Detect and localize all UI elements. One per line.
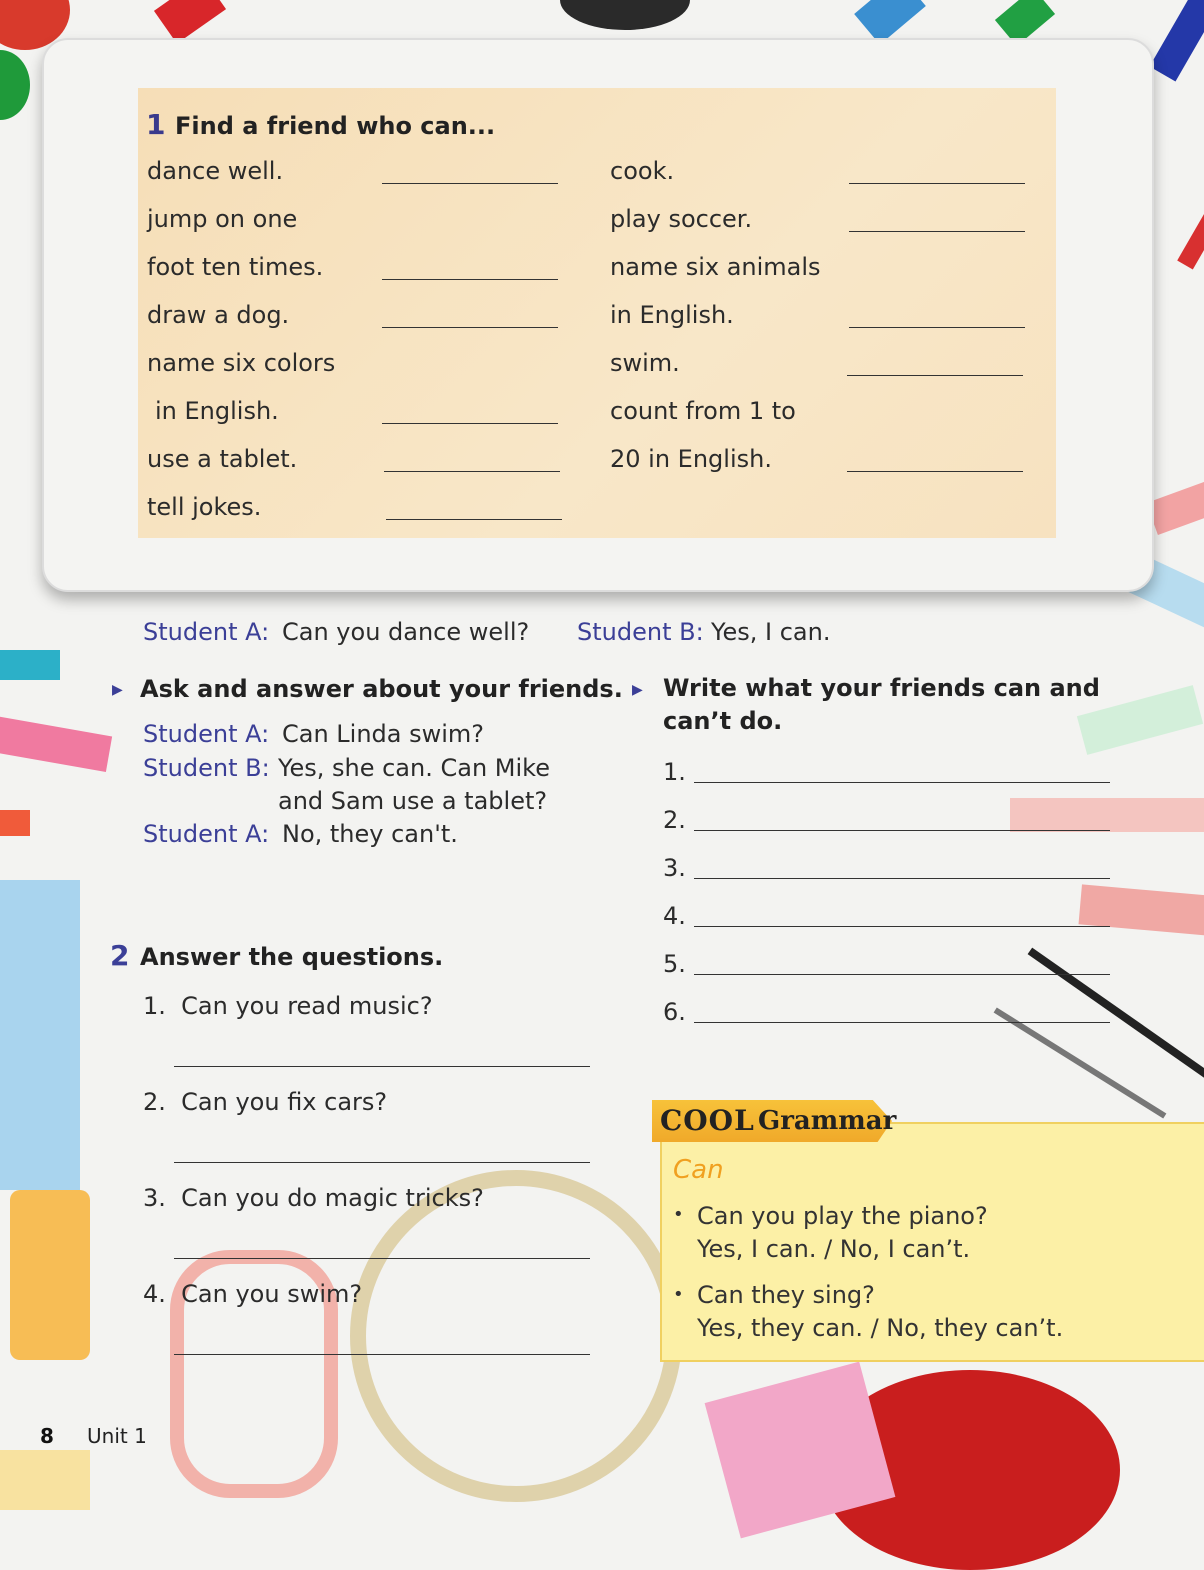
- unit-label: Unit 1: [87, 1424, 147, 1448]
- answer-line[interactable]: [174, 1354, 590, 1355]
- list-item: jump on one: [147, 205, 298, 233]
- write-number: 3.: [663, 854, 686, 882]
- list-item: name six colors: [147, 349, 336, 377]
- list-item: tell jokes.: [147, 493, 262, 521]
- write-number: 6.: [663, 998, 686, 1026]
- speaker-label: Student B:: [143, 754, 270, 782]
- grammar-example-question: Can you play the piano?: [697, 1202, 988, 1230]
- dialogue-text: Yes, she can. Can Mike: [278, 754, 550, 782]
- question-text: 2. Can you fix cars?: [143, 1088, 388, 1116]
- write-line[interactable]: [694, 1022, 1110, 1023]
- write-heading-line1: Write what your friends can and: [663, 674, 1100, 702]
- grammar-heading: Can: [673, 1155, 724, 1185]
- answer-blank[interactable]: [849, 327, 1025, 328]
- pen-blue-decoration: [1150, 0, 1204, 81]
- marker-teal-decoration: [0, 650, 60, 680]
- brush-decoration: [1028, 948, 1204, 1081]
- dialogue-text: and Sam use a tablet?: [278, 787, 548, 815]
- write-heading-line2: can’t do.: [663, 707, 783, 735]
- marker-pink-decoration: [0, 714, 112, 772]
- list-item: 20 in English.: [610, 445, 772, 473]
- list-item: name six animals: [610, 253, 821, 281]
- list-item: count from 1 to: [610, 397, 796, 425]
- grammar-example-answer: Yes, I can. / No, I can’t.: [697, 1235, 971, 1263]
- sharpener-decoration: [10, 1190, 90, 1360]
- page-number: 8: [40, 1424, 54, 1448]
- dialogue-text: No, they can't.: [282, 820, 458, 848]
- list-item: play soccer.: [610, 205, 753, 233]
- write-line[interactable]: [694, 878, 1110, 879]
- answer-blank[interactable]: [382, 423, 558, 424]
- write-number: 2.: [663, 806, 686, 834]
- write-number: 4.: [663, 902, 686, 930]
- list-item: in English.: [155, 397, 279, 425]
- grammar-example-answer: Yes, they can. / No, they can’t.: [697, 1314, 1064, 1342]
- marker-orange-decoration: [0, 810, 30, 836]
- write-line[interactable]: [694, 926, 1110, 927]
- cool-logo: COOL: [660, 1104, 755, 1137]
- list-item: draw a dog.: [147, 301, 290, 329]
- speaker-label: Student A:: [143, 618, 270, 646]
- chalk-red-decoration: [1079, 884, 1204, 935]
- answer-line[interactable]: [174, 1258, 590, 1259]
- jar-decoration: [560, 0, 690, 30]
- answer-blank[interactable]: [384, 471, 560, 472]
- exercise2-title: Answer the questions.: [140, 943, 444, 971]
- answer-blank[interactable]: [382, 183, 558, 184]
- dialogue-text: Can you dance well?: [282, 618, 530, 646]
- answer-blank[interactable]: [382, 327, 558, 328]
- list-item: dance well.: [147, 157, 284, 185]
- crayon-red-decoration: [1177, 209, 1204, 270]
- exercise1-number: 1: [146, 108, 166, 141]
- answer-blank[interactable]: [847, 375, 1023, 376]
- list-item: foot ten times.: [147, 253, 324, 281]
- dialogue-text: Yes, I can.: [711, 618, 831, 646]
- chalk-pink2-decoration: [1146, 479, 1204, 535]
- sticky-note-decoration: [0, 1450, 90, 1510]
- answer-blank[interactable]: [847, 471, 1023, 472]
- answer-blank[interactable]: [849, 183, 1025, 184]
- speaker-label: Student A:: [143, 820, 270, 848]
- answer-line[interactable]: [174, 1162, 590, 1163]
- question-text: 3. Can you do magic tricks?: [143, 1184, 484, 1212]
- dialogue-text: Can Linda swim?: [282, 720, 485, 748]
- exercise2-number: 2: [110, 939, 130, 972]
- write-line[interactable]: [694, 782, 1110, 783]
- bullet-icon: •: [673, 1284, 684, 1305]
- magnifier-decoration: [350, 1170, 682, 1502]
- write-line[interactable]: [694, 974, 1110, 975]
- grammar-example-question: Can they sing?: [697, 1281, 875, 1309]
- list-item: swim.: [610, 349, 680, 377]
- question-text: 4. Can you swim?: [143, 1280, 363, 1308]
- answer-line[interactable]: [174, 1066, 590, 1067]
- answer-blank[interactable]: [386, 519, 562, 520]
- paper-blue-decoration: [0, 880, 80, 1190]
- speaker-label: Student A:: [143, 720, 270, 748]
- bullet-icon: •: [673, 1204, 684, 1225]
- list-item: use a tablet.: [147, 445, 298, 473]
- paint-green-decoration: [0, 50, 30, 120]
- exercise1-title: Find a friend who can...: [175, 112, 496, 140]
- list-item: in English.: [610, 301, 734, 329]
- question-text: 1. Can you read music?: [143, 992, 433, 1020]
- answer-blank[interactable]: [382, 279, 558, 280]
- triangle-bullet-icon: ▶: [112, 682, 123, 698]
- list-item: cook.: [610, 157, 675, 185]
- chalk-pink-decoration: [1010, 798, 1204, 832]
- write-number: 5.: [663, 950, 686, 978]
- write-number: 1.: [663, 758, 686, 786]
- write-line[interactable]: [694, 830, 1110, 831]
- answer-blank[interactable]: [849, 231, 1025, 232]
- speaker-label: Student B:: [577, 618, 704, 646]
- triangle-bullet-icon: ▶: [632, 682, 643, 698]
- grammar-label: Grammar: [758, 1106, 897, 1136]
- ask-answer-heading: Ask and answer about your friends.: [140, 675, 623, 703]
